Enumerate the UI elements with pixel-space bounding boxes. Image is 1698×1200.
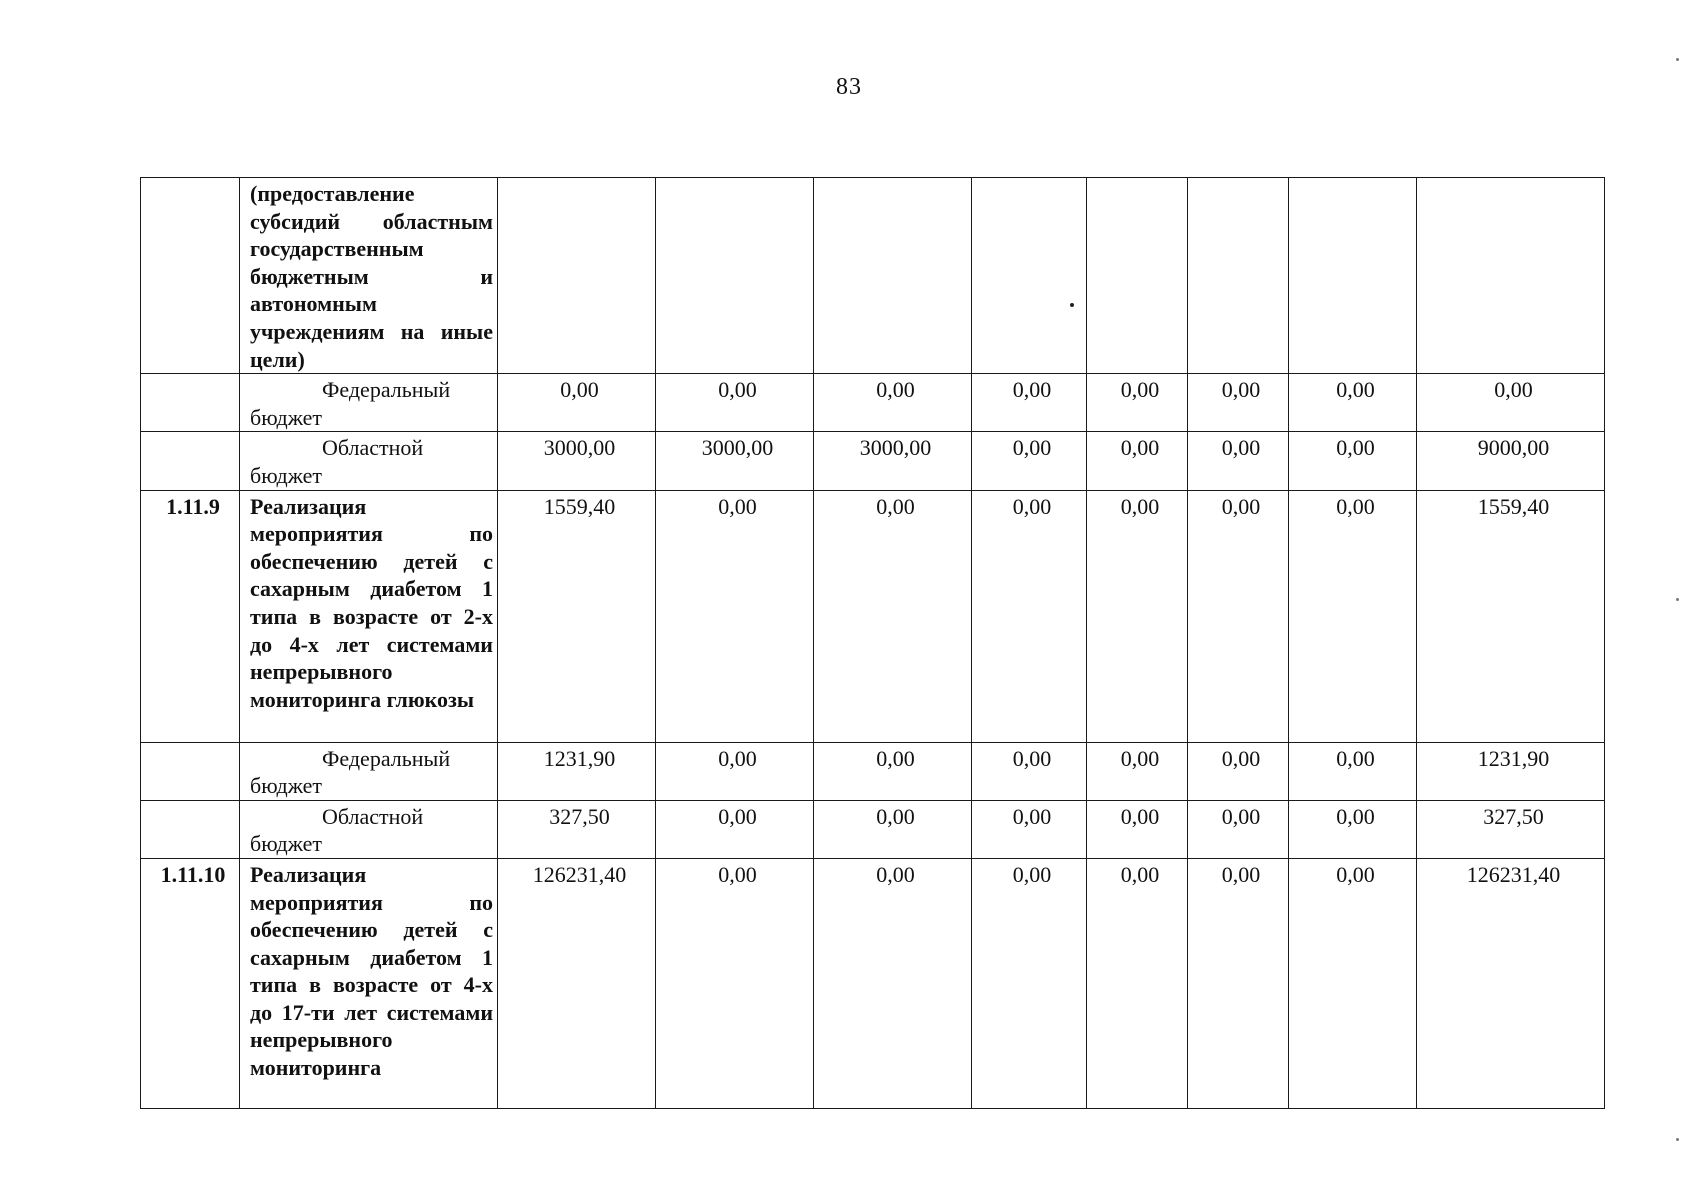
funding-source-label [240, 374, 498, 432]
value-cell: 0,00 [498, 374, 656, 432]
activity-row [141, 490, 1605, 742]
funding-source-suffix: бюджет [250, 831, 322, 857]
value-cell [1087, 178, 1188, 374]
value-cell: 0,00 [972, 490, 1087, 742]
value-cell: 0,00 [656, 742, 814, 800]
row-number [141, 800, 240, 858]
activity-row [141, 858, 1605, 1108]
value-cell [1188, 178, 1289, 374]
margin-mark [1676, 1138, 1679, 1141]
funding-source-suffix: бюджет [250, 404, 322, 430]
value-cell: 0,00 [1087, 858, 1188, 1108]
value-cell: 0,00 [656, 374, 814, 432]
funding-source-name: Федеральный [322, 377, 451, 403]
value-cell: 0,00 [1188, 490, 1289, 742]
value-cell: 3000,00 [498, 432, 656, 490]
value-cell: 0,00 [1289, 374, 1417, 432]
stray-dot-mark [1070, 303, 1074, 307]
value-cell: 0,00 [814, 374, 972, 432]
value-cell [656, 178, 814, 374]
funding-source-suffix: бюджет [250, 773, 322, 799]
funding-source-suffix: бюджет [250, 462, 322, 488]
funding-source-row [141, 374, 1605, 432]
value-cell: 0,00 [814, 742, 972, 800]
total-value-cell: 126231,40 [1417, 858, 1605, 1108]
total-value-cell: 0,00 [1417, 374, 1605, 432]
row-number [141, 374, 240, 432]
value-cell: 0,00 [814, 490, 972, 742]
row-number: 1.11.9 [141, 490, 240, 742]
value-cell: 0,00 [1289, 432, 1417, 490]
funding-source-name: Федеральный [322, 745, 451, 771]
activity-description: Реализация мероприятия по обеспечению детей с сахарным диабетом 1 типа в возрасте от 2-х до 4-х лет системами непрерывного мониторинга глюкозы [240, 490, 498, 742]
value-cell: 0,00 [1188, 858, 1289, 1108]
value-cell: 327,50 [498, 800, 656, 858]
activity-row [141, 178, 1605, 374]
funding-source-label [240, 800, 498, 858]
row-number [141, 432, 240, 490]
activity-description: (предоставление субсидий областным государственным бюджетным и автономным учреждениям на иные цели) [240, 178, 498, 374]
activity-description: Реализация мероприятия по обеспечению детей с сахарным диабетом 1 типа в возрасте от 4-х до 17-ти лет системами непрерывного мониторинга [240, 858, 498, 1108]
value-cell: 0,00 [656, 858, 814, 1108]
value-cell: 1231,90 [498, 742, 656, 800]
funding-source-name: Областной [322, 803, 424, 829]
value-cell: 0,00 [1188, 432, 1289, 490]
funding-source-label [240, 432, 498, 490]
value-cell: 3000,00 [814, 432, 972, 490]
value-cell: 1559,40 [498, 490, 656, 742]
value-cell: 0,00 [972, 432, 1087, 490]
page-number: 83 [836, 74, 862, 100]
value-cell: 0,00 [972, 374, 1087, 432]
value-cell: 0,00 [814, 800, 972, 858]
row-number [141, 178, 240, 374]
value-cell: 0,00 [656, 490, 814, 742]
value-cell: 0,00 [1289, 858, 1417, 1108]
total-value-cell: 1559,40 [1417, 490, 1605, 742]
total-value-cell [1417, 178, 1605, 374]
margin-mark [1676, 598, 1679, 601]
value-cell [972, 178, 1087, 374]
row-number: 1.11.10 [141, 858, 240, 1108]
value-cell: 0,00 [972, 800, 1087, 858]
value-cell [1289, 178, 1417, 374]
margin-mark [1676, 58, 1679, 61]
total-value-cell: 327,50 [1417, 800, 1605, 858]
funding-source-row [141, 800, 1605, 858]
value-cell: 0,00 [1289, 490, 1417, 742]
value-cell: 0,00 [972, 742, 1087, 800]
value-cell: 0,00 [1188, 742, 1289, 800]
funding-source-row [141, 432, 1605, 490]
value-cell: 0,00 [656, 800, 814, 858]
value-cell: 0,00 [1188, 374, 1289, 432]
total-value-cell: 9000,00 [1417, 432, 1605, 490]
value-cell: 126231,40 [498, 858, 656, 1108]
value-cell: 0,00 [814, 858, 972, 1108]
value-cell: 0,00 [972, 858, 1087, 1108]
value-cell: 3000,00 [656, 432, 814, 490]
value-cell: 0,00 [1087, 490, 1188, 742]
budget-table [140, 177, 1605, 1109]
table-body [141, 178, 1605, 1109]
funding-source-row [141, 742, 1605, 800]
value-cell: 0,00 [1087, 374, 1188, 432]
row-number [141, 742, 240, 800]
value-cell: 0,00 [1087, 742, 1188, 800]
value-cell: 0,00 [1087, 432, 1188, 490]
value-cell: 0,00 [1188, 800, 1289, 858]
value-cell [498, 178, 656, 374]
funding-source-name: Областной [322, 435, 424, 461]
total-value-cell: 1231,90 [1417, 742, 1605, 800]
value-cell [814, 178, 972, 374]
value-cell: 0,00 [1289, 742, 1417, 800]
funding-source-label [240, 742, 498, 800]
value-cell: 0,00 [1289, 800, 1417, 858]
value-cell: 0,00 [1087, 800, 1188, 858]
